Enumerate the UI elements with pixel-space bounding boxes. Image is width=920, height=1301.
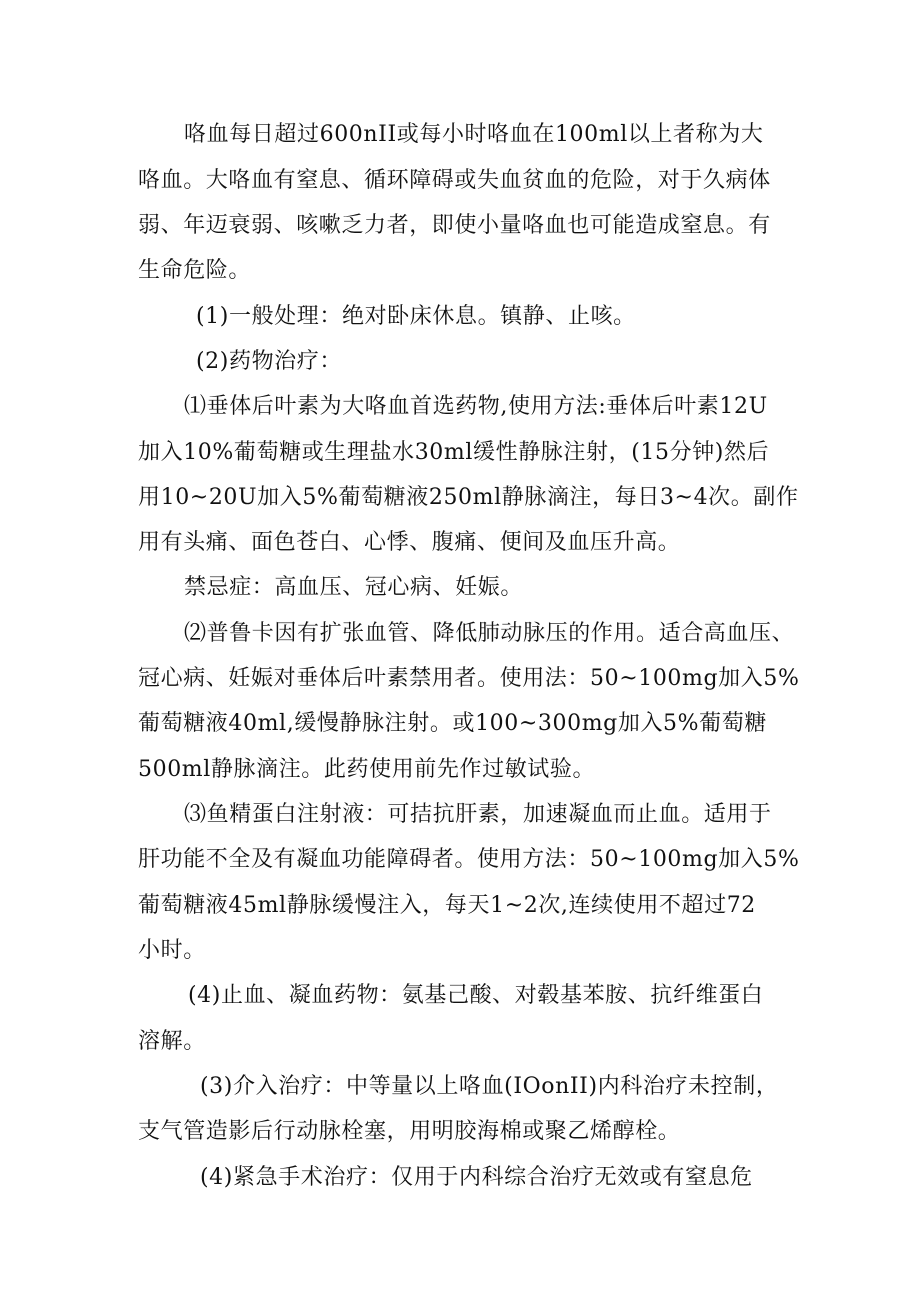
text-line: ⑴垂体后叶素为大咯血首选药物,使用方法:垂体后叶素12U (184, 394, 768, 419)
text-line: 溶解。 (138, 1029, 206, 1054)
text-line: 小时。 (138, 938, 206, 963)
text-line: ⑵普鲁卡因有扩张血管、降低肺动脉压的作用。适合高血压、 (184, 621, 795, 646)
text-line: 葡萄糖液45ml静脉缓慢注入，每天1~2次,连续使用不超过72 (138, 893, 756, 918)
text-line: 用10~20U加入5%葡萄糖液250ml静脉滴注，每日3~4次。副作 (138, 485, 799, 510)
text-line: 葡萄糖液40ml,缓慢静脉注射。或100~300mg加入5%葡萄糖 (138, 711, 767, 736)
text-line: 禁忌症：高血压、冠心病、妊娠。 (184, 575, 524, 600)
text-line: 肝功能不全及有凝血功能障碍者。使用方法：50~100mg加入5% (138, 847, 800, 872)
text-line: 咯血。大咯血有窒息、循环障碍或失血贫血的危险，对于久病体 (138, 168, 771, 193)
text-line: 咯血每日超过600nII或每小时咯血在100ml以上者称为大 (184, 122, 764, 147)
text-line: ⑶鱼精蛋白注射液：可拮抗肝素，加速凝血而止血。适用于 (184, 802, 772, 827)
text-line: 用有头痛、面色苍白、心悸、腹痛、便间及血压升高。 (138, 530, 681, 555)
text-line: 支气管造影后行动脉栓塞，用明胶海棉或聚乙烯醇栓。 (138, 1119, 681, 1144)
text-line: (2)药物治疗： (196, 349, 342, 374)
text-line: (3)介入治疗：中等量以上咯血(IOonII)内科治疗未控制， (200, 1074, 779, 1099)
text-line: 弱、年迈衰弱、咳嗽乏力者，即使小量咯血也可能造成窒息。有 (138, 213, 771, 238)
text-line: 冠心病、妊娠对垂体后叶素禁用者。使用法：50~100mg加入5% (138, 666, 800, 691)
text-line: 500ml静脉滴注。此药使用前先作过敏试验。 (138, 757, 596, 782)
text-line: 生命危险。 (138, 258, 252, 283)
text-line: (4)紧急手术治疗：仅用于内科综合治疗无效或有窒息危 (200, 1165, 753, 1190)
text-line: (4)止血、凝血药物：氨基己酸、对毂基苯胺、抗纤维蛋白 (188, 983, 764, 1008)
text-line: (1)一般处理：绝对卧床休息。镇静、止咳。 (196, 304, 636, 329)
text-line: 加入10%葡萄糖或生理盐水30ml缓性静脉注射，(15分钟)然后 (138, 440, 770, 465)
